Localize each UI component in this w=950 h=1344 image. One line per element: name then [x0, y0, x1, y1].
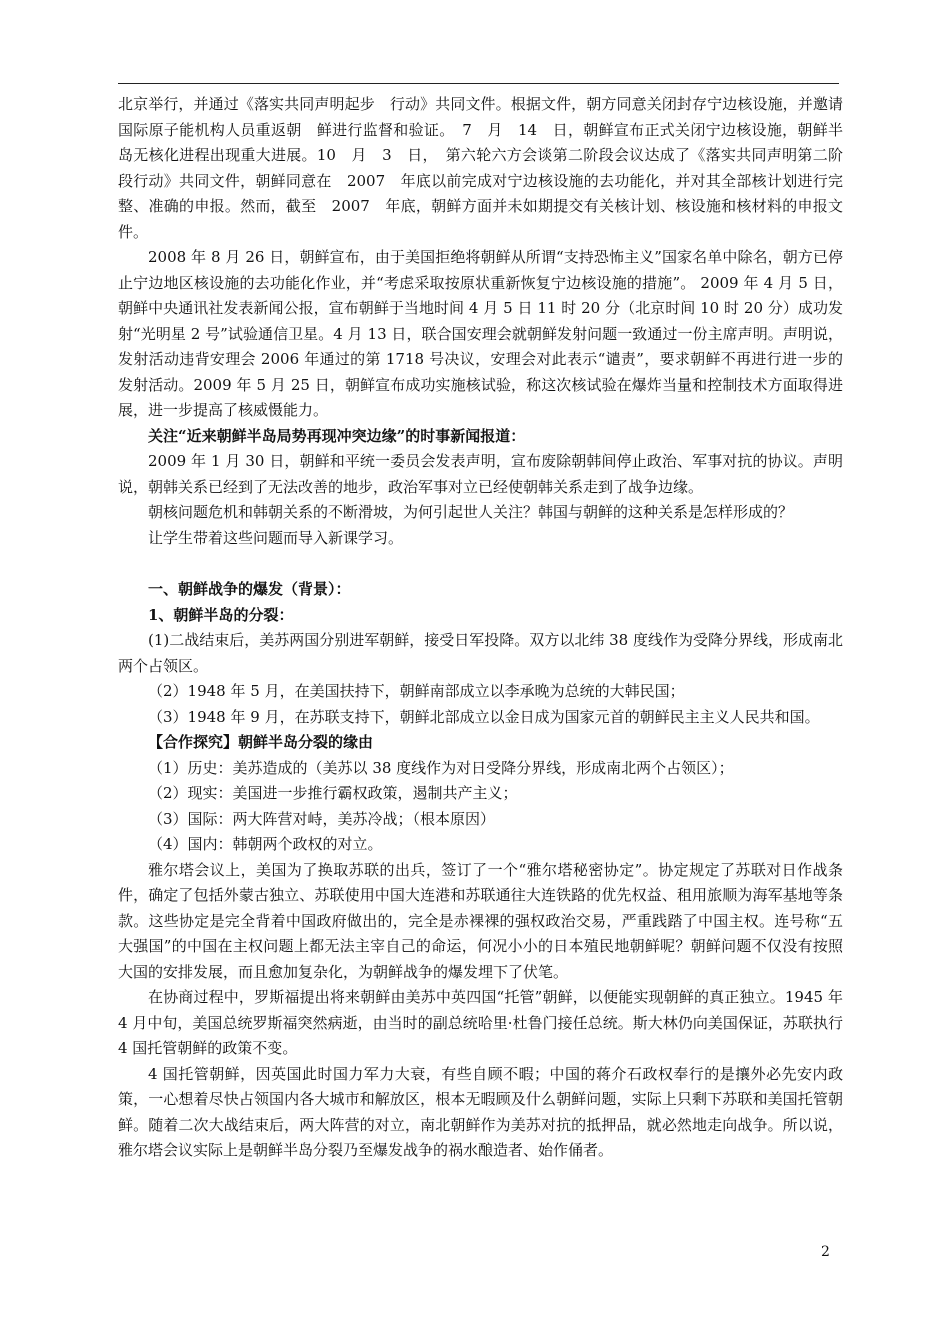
list-item-3: （3）1948 年 9 月，在苏联支持下，朝鲜北部成立以金日成为国家元首的朝鲜民主主义人民共和国。: [148, 707, 820, 726]
paragraph-six-party-talks: 北京举行，并通过《落实共同声明起步 行动》共同文件。根据文件，朝方同意关闭封存宁边核设施，并邀请国际原子能机构人员重返朝 鲜进行监督和验证。 7 月 14 日，朝鲜宣布正式关闭宁边核设施，朝鲜半岛无核化进程出现重大进展。10 月 3 日， 第六轮六方会谈第二阶段会议达成了《落实共同声明第二阶段行动》共同文件，朝鲜同意在 2007 年底以前完成对宁边核设施的去功能化，并对其全部核计划进行完整、准确的申报。然而，截至 2007 年底，朝鲜方面并未如期提交有关核计划、核设施和核材料的申报文件。: [118, 95, 843, 241]
list-item-2: （2）1948 年 5 月，在美国扶持下，朝鲜南部成立以李承晚为总统的大韩民国；: [148, 682, 685, 700]
header-rule: [118, 83, 839, 84]
blank-line: [118, 551, 843, 577]
document-body: [118, 92, 843, 1164]
subsection-heading-division: 1、朝鲜半岛的分裂：: [148, 605, 294, 624]
paragraph-four-power: 4 国托管朝鲜，因英国此时国力军力大衰，有些自顾不暇；中国的蒋介石政权奉行的是攘外必先安内政策，一心想着尽快占领国内各大城市和解放区，根本无暇顾及什么朝鲜问题，实际上只剩下苏联和美国托管朝鲜。随着二次大战结束后，两大阵营的对立，南北朝鲜作为美苏对抗的抵押品，就必然地走向战争。所以说，雅尔塔会议实际上是朝鲜半岛分裂乃至爆发战争的祸水酿造者、始作俑者。: [118, 1064, 843, 1159]
list-item-1: (1)二战结束后，美苏两国分别进军朝鲜，接受日军投降。双方以北纬 38 度线作为受降分界线，形成南北两个占领区。: [118, 631, 843, 675]
reason-history: （1）历史：美苏造成的（美苏以 38 度线作为对日受降分界线，形成南北两个占领区）；: [148, 758, 734, 777]
paragraph-trusteeship: 在协商过程中，罗斯福提出将来朝鲜由美苏中英四国“托管”朝鲜，以便能实现朝鲜的真正独立。1945 年 4 月中旬，美国总统罗斯福突然病逝，由当时的副总统哈里·杜鲁门接任总统。斯大林仍向美国保证，苏联执行 4 国托管朝鲜的政策不变。: [118, 988, 843, 1057]
paragraph-yalta: 雅尔塔会议上，美国为了换取苏联的出兵，签订了一个“雅尔塔秘密协定”。协定规定了苏联对日作战条件，确定了包括外蒙古独立、苏联使用中国大连港和苏联通往大连铁路的优先权益、租用旅顺为海军基地等条款。这些协定是完全背着中国政府做出的，完全是赤裸裸的强权政治交易，严重践踏了中国主权。连号称“五大强国”的中国在主权问题上都无法主宰自己的命运，何况小小的日本殖民地朝鲜呢？朝鲜问题不仅没有按照大国的安排发展，而且愈加复杂化，为朝鲜战争的爆发埋下了伏笔。: [118, 860, 843, 981]
section-heading-outbreak: 一、朝鲜战争的爆发（背景）：: [148, 580, 351, 598]
paragraph-question: 朝核问题危机和韩朝关系的不断滑坡，为何引起世人关注？韩国与朝鲜的这种关系是怎样形成的？: [148, 503, 794, 521]
reason-international: （3）国际：两大阵营对峙，美苏冷战；（根本原因）: [148, 809, 496, 828]
paragraph-2008-2009-events: 2008 年 8 月 26 日，朝鲜宣布，由于美国拒绝将朝鲜从所谓“支持恐怖主义”国家名单中除名，朝方已停止宁边地区核设施的去功能化作业，并“考虑采取按原状重新恢复宁边核设施的措施”。 2009 年 4 月 5 日，朝鲜中央通讯社发表新闻公报，宣布朝鲜于当地时间 4 月 5 日 11 时 20 分（北京时间 10 时 20 分）成功发射“光明星 2 号”试验通信卫星。4 月 13 日，联合国安理会就朝鲜发射问题一致通过一份主席声明。声明说，发射活动违背安理会 2006 年通过的第 1718 号决议，安理会对此表示“谴责”，要求朝鲜不再进行进一步的发射活动。2009 年 5 月 25 日，朝鲜宣布成功实施核试验，称这次核试验在爆炸当量和控制技术方面取得进展，进一步提高了核威慑能力。: [118, 248, 843, 419]
reason-domestic: （4）国内：韩朝两个政权的对立。: [148, 835, 383, 853]
page-number: 2: [821, 1244, 830, 1260]
reason-reality: （2）现实：美国进一步推行霸权政策，遏制共产主义；: [148, 784, 518, 802]
paragraph-2009-statement: 2009 年 1 月 30 日，朝鲜和平统一委员会发表声明，宣布废除朝韩间停止政治、军事对抗的协议。声明说，朝韩关系已经到了无法改善的地步，政治军事对立已经使朝韩关系走到了战争边缘。: [118, 452, 843, 496]
news-focus-heading: 关注“近来朝鲜半岛局势再现冲突边缘”的时事新闻报道：: [148, 426, 526, 445]
paragraph-lead-in: 让学生带着这些问题而导入新课学习。: [148, 528, 404, 547]
cooperative-inquiry-heading: 【合作探究】朝鲜半岛分裂的缘由: [148, 733, 374, 751]
